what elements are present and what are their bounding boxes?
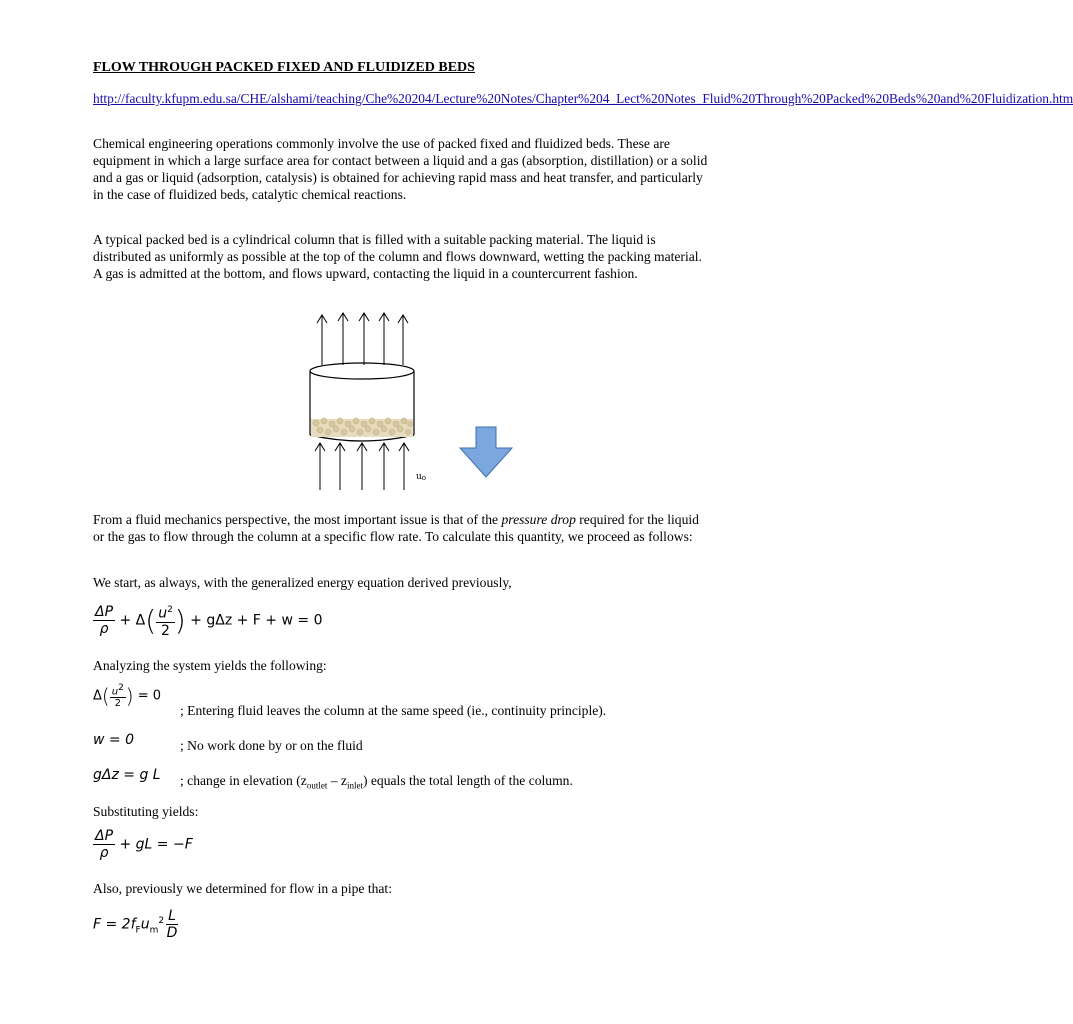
packed-bed-paragraph: A typical packed bed is a cylindrical column that is filled with a suitable packing material. The liquid is distributed as uniformly as possible at the top of the column and flows downward, wetting the packing material. A gas is admitted at the bottom, and flows upward, contacting the liquid in a countercurrent fashion. [93, 232, 702, 281]
analysis-intro: Analyzing the system yields the following: [93, 658, 327, 673]
work-equation: w = 0 [93, 732, 134, 748]
elevation-note: ; change in elevation $(z_{outlet} - z_{inlet})$ equals the total length of the column. [180, 773, 573, 791]
outlet-arrows [317, 313, 408, 365]
velocity-label: uo [416, 472, 427, 482]
energy-equation: $\frac{\Delta P}{\rho}$ + Δ( $\frac{u^2}{2}$ ) + gΔz + F + w = 0 [95, 603, 323, 639]
source-link[interactable] [93, 90, 1073, 107]
elevation-equation: gΔz = g L [93, 767, 161, 783]
liquid-flow-arrow [460, 427, 512, 477]
substituting-label: Substituting yields: [93, 804, 199, 819]
friction-equation: $F = 2f_Fu_m^2$ $\frac{L}{D}$ [93, 908, 178, 941]
intro-paragraph: Chemical engineering operations commonly involve the use of packed fixed and fluidized beds. These are equipment in which a large surface area for contact between a liquid and a gas (absorption, distillation) or a solid and a gas or liquid (adsorption, catalysis) is obtained for achieving rapid mass and heat transfer, and particularly in the case of fluidized beds, catalytic chemical reactions. [93, 136, 708, 202]
source-url[interactable]: http://faculty.kfupm.edu.sa/CHE/alshami/teaching/Che%20204/Lecture%20Notes/Chapter%204_Lect%20Notes_Fluid%20Through%20Packed%20Beds%20and%20Fluidization.htm [93, 91, 1073, 106]
kinetic-energy-equation: Δ( $\frac{u^2}{2}$ ) = 0 [93, 683, 162, 710]
inlet-arrows [315, 443, 409, 490]
continuity-note: ; Entering fluid leaves the column at the same speed (ie., continuity principle). [180, 703, 607, 718]
packed-column-figure [300, 305, 530, 495]
pipe-flow-intro: Also, previously we determined for flow in a pipe that: [93, 881, 392, 896]
substituted-equation: $\frac{\Delta P}{\rho}$ + gL = −F [95, 828, 193, 861]
packing-material [311, 418, 413, 437]
page-title: FLOW THROUGH PACKED FIXED AND FLUIDIZED BEDS [93, 60, 475, 75]
energy-equation-intro: We start, as always, with the generalized energy equation derived previously, [93, 575, 512, 590]
work-note: ; No work done by or on the fluid [180, 738, 363, 753]
pressure-drop-paragraph: From a fluid mechanics perspective, the most important issue is that of the pressure drop required for the liquid or the gas to flow through the column at a specific flow rate. To calculate this quantity, we proceed as follows: [93, 512, 699, 544]
